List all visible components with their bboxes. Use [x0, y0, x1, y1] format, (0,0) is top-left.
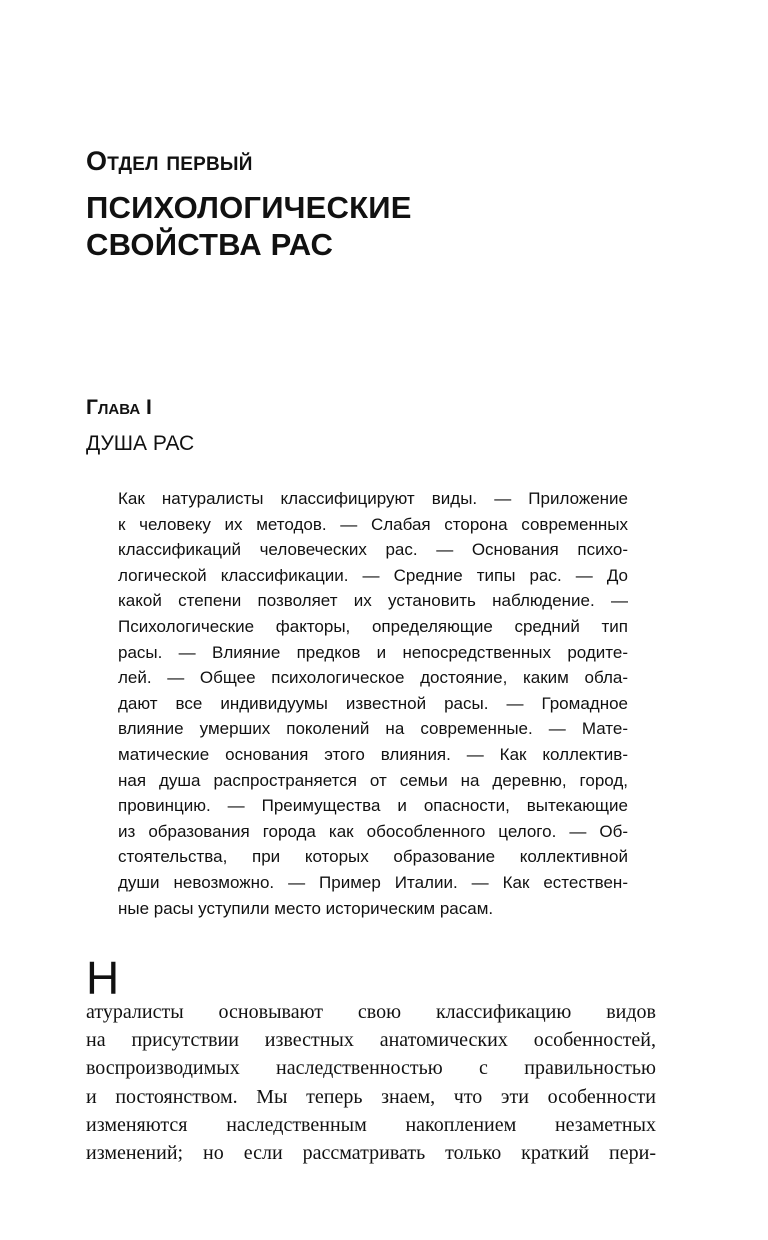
drop-cap: Н	[86, 952, 120, 1004]
summary-line: логической классификации. — Средние типы рас. — До	[118, 565, 628, 585]
section-title	[86, 189, 686, 263]
summary-line: стоятельства, при которых образование коллективной	[118, 847, 628, 867]
summary-line: провинцию. — Преимущества и опасности, вытекающие	[118, 796, 628, 816]
body-line: на присутствии известных анатомических особенностей,	[86, 1029, 656, 1052]
chapter-summary	[118, 486, 628, 921]
summary-line: ная душа распространяется от семьи на деревню, город,	[118, 770, 628, 790]
summary-line: из образования города как обособленного целого. — Об-	[118, 821, 628, 841]
summary-line: души невозможно. — Пример Италии. — Как естествен-	[118, 872, 628, 892]
summary-line: к человеку их методов. — Слабая сторона современных	[118, 514, 628, 534]
summary-line: какой степени позволяет их установить наблюдение. —	[118, 591, 628, 611]
body-line: изменений; но если рассматривать только краткий пери-	[86, 1142, 656, 1165]
summary-line: лей. — Общее психологическое достояние, каким обла-	[118, 668, 628, 688]
summary-line: матические основания этого влияния. — Как коллектив-	[118, 744, 628, 764]
chapter-label: Глава I	[86, 396, 152, 419]
body-paragraph	[86, 952, 656, 1167]
summary-line: ные расы уступили место историческим расам.	[118, 898, 494, 918]
summary-line: Психологические факторы, определяющие средний тип	[118, 616, 628, 636]
summary-line: Как натуралисты классифицируют виды. — Приложение	[118, 489, 628, 508]
body-line: и постоянством. Мы теперь знаем, что эти особенности	[86, 1085, 656, 1108]
section-label: Отдел первый	[86, 146, 253, 176]
summary-line: дают все индивидуумы известной расы. — Громадное	[118, 693, 628, 713]
chapter-title: ДУША РАС	[86, 432, 195, 455]
body-line: изменяются наследственным накоплением незаметных	[86, 1113, 656, 1136]
summary-line: расы. — Влияние предков и непосредственных родите-	[118, 642, 628, 662]
body-first-line	[86, 952, 656, 1026]
summary-line: классификаций человеческих рас. — Основания психо-	[118, 540, 628, 560]
body-line: воспроизводимых наследственностью с правильностью	[86, 1057, 656, 1080]
summary-line: влияние умерших поколений на современные. — Мате-	[118, 719, 628, 739]
section-title-line: ПСИХОЛОГИЧЕСКИЕ	[86, 190, 412, 225]
body-first-line-text: атуралисты основывают свою классификацию видов	[86, 1001, 656, 1023]
section-title-line: СВОЙСТВА РАС	[86, 227, 334, 262]
